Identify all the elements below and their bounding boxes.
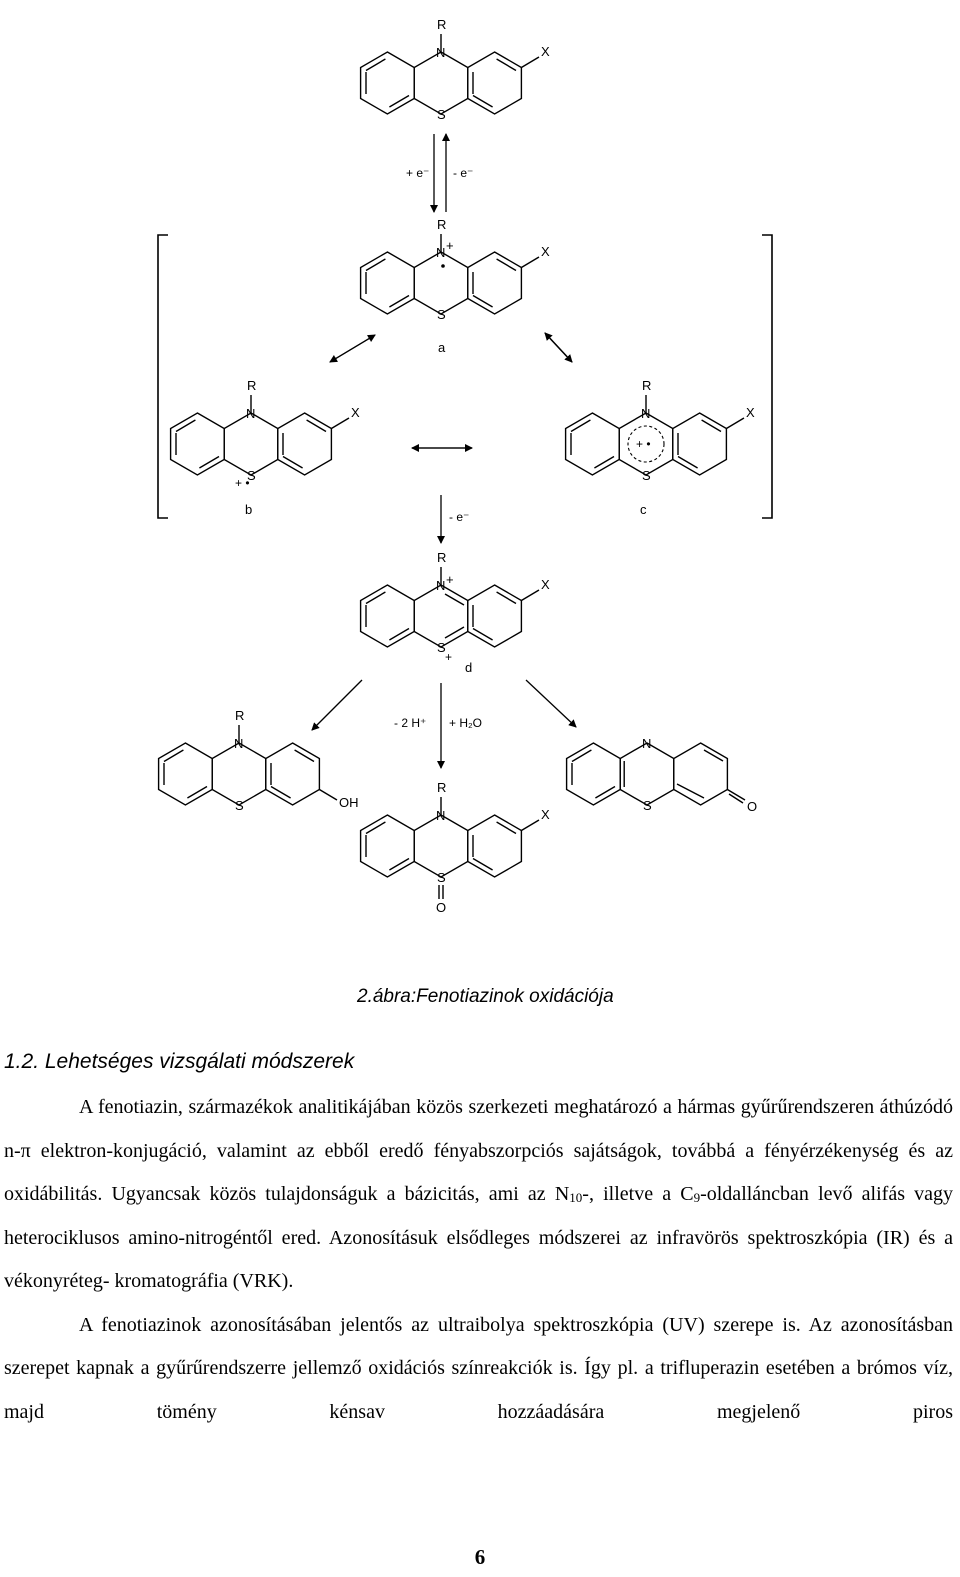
molecule-phenothiazone [567,736,758,814]
label-c: c [640,502,647,517]
r-label: R [642,378,652,393]
molecule-parent [361,17,550,122]
paragraph-2: A fenotiazinok azonosításában jelentős az ultraibolya spektroszkópia (UV) szerepe is. Az azonosításban szerepet kapnak a gyűrűrendszerre jellemző oxidációs színreakciók is. Így pl. a trifluperazin esetében a brómos víz, majd tömény kénsav hozzáadására megjelenő piros [4,1313,953,1423]
molecule-b [171,378,360,517]
plus-radical-label: + • [235,476,250,490]
n-label: N [436,245,446,260]
label-b: b [245,502,253,517]
n-label: N [642,736,652,751]
n-label: N [246,406,256,421]
figure-caption: 2.ábra:Fenotiazinok oxidációja [357,986,614,1007]
r-label: R [235,708,245,723]
reduce-label: + e⁻ [406,166,430,180]
bracket-left [158,235,168,518]
molecule-sulfoxide [361,780,550,915]
plus-radical-label: + • [636,437,651,451]
n-label: N [436,808,446,823]
s-label: S [437,107,446,122]
r-label: R [437,217,447,232]
n-label: N [436,45,446,60]
arrow-to-hydroxy [312,680,362,730]
oxidize-step-label: - e⁻ [449,510,470,524]
x-label: X [541,577,550,592]
x-label: X [541,44,550,59]
section-heading: 1.2. Lehetséges vizsgálati módszerek [4,1050,355,1073]
label-d: d [465,660,473,675]
plus-label: + [446,572,454,587]
body-text [4,1086,953,1434]
bracket-right [762,235,772,518]
s-label: S [247,468,256,483]
s-label: S [235,798,244,813]
s-label: S [437,307,446,322]
n-label: N [436,578,446,593]
paragraph-1: A fenotiazin, származékok analitikájában közös szerkezeti meghatározó a hármas gyűrűrendszeren áthúzódó n-π elektron-konjugáció, valamint az ebből eredő fényabszorpciós sajátságok, továbbá a fényérzékenység és az oxidábilitás. Ugyancsak közös tulajdonságuk a bázicitás, ami az $N_{10}-$, illetve a $C_9$-oldalláncban levő alifás vagy heterociklusos amino-nitrogéntől ered. Azonosításuk elsődleges módszerei az infravörös spektroszkópia (IR) és a vékonyréteg- kromatográfia (VRK). [4,1096,954,1292]
label-a: a [438,340,446,355]
r-label: R [437,17,447,32]
arrow-to-phenothiazone [526,680,576,727]
molecule-hydroxy [159,708,359,813]
n-label: N [234,736,244,751]
s-label: S [437,640,446,655]
oh-label: OH [339,795,359,810]
o-label: O [436,900,447,915]
r-label: R [437,550,447,565]
molecule-a [361,217,550,355]
s-label: S [643,798,652,813]
molecule-d [361,550,550,675]
x-label: X [746,405,755,420]
molecule-c [566,378,755,517]
s-label: S [642,468,651,483]
plus-label: + [446,238,454,253]
plus-label: + [445,650,453,664]
page-number: 6 [474,1545,486,1569]
r-label: R [437,780,447,795]
o-label: O [747,799,758,814]
n-label: N [641,406,651,421]
minus-2h-label: - 2 H⁺ [394,716,427,730]
x-label: X [351,405,360,420]
plus-h2o-label: + H₂O [449,716,482,730]
r-label: R [247,378,257,393]
x-label: X [541,807,550,822]
s-label: S [437,870,446,885]
radical-dot [441,264,445,268]
oxidize-label: - e⁻ [453,166,474,180]
x-label: X [541,244,550,259]
